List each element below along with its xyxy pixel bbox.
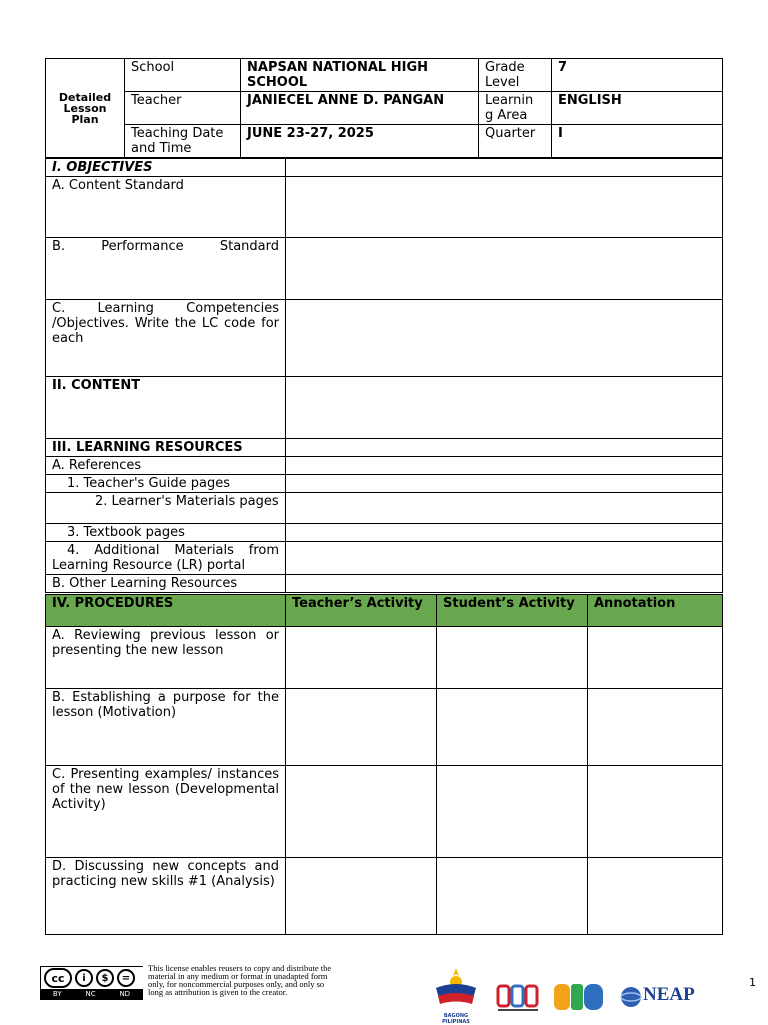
procedure-c-student-cell (437, 766, 588, 858)
teaching-date-label: Teaching Date and Time (125, 125, 241, 158)
noncommercial-icon: $ (96, 969, 114, 987)
textbook-label: 3. Textbook pages (46, 524, 286, 542)
resources-heading: III. LEARNING RESOURCES (46, 439, 286, 457)
procedure-c-annotation-cell (588, 766, 723, 858)
textbook-cell (286, 524, 723, 542)
cc-license-badge (40, 966, 143, 1000)
additional-materials-cell (286, 542, 723, 575)
learning-area-value: ENGLISH (552, 92, 723, 125)
teachers-guide-cell (286, 475, 723, 493)
quarter-label: Quarter (479, 125, 552, 158)
procedure-a-teacher-cell (286, 627, 437, 689)
school-label: School (125, 59, 241, 92)
annotation-header: Annotation (588, 595, 723, 627)
objectives-heading-cell (286, 159, 723, 177)
bagong-pilipinas-emblem-icon (430, 966, 482, 1010)
other-resources-cell (286, 575, 723, 593)
procedures-heading: IV. PROCEDURES (46, 595, 286, 627)
noderivatives-icon: = (117, 969, 135, 987)
references-label: A. References (46, 457, 286, 475)
cc-nc-label: NC (85, 990, 96, 998)
procedures-table (45, 594, 723, 935)
procedure-b-annotation-cell (588, 689, 723, 766)
grade-level-value: 7 (552, 59, 723, 92)
procedure-d-teacher-cell (286, 858, 437, 935)
student-activity-header: Student’s Activity (437, 595, 588, 627)
table-row (46, 689, 723, 766)
table-row (46, 627, 723, 689)
bcd-emblem-icon (496, 980, 542, 1014)
procedure-a-annotation-cell (588, 627, 723, 689)
objectives-heading: I. OBJECTIVES (46, 159, 286, 177)
procedure-b-student-cell (437, 689, 588, 766)
teacher-activity-header: Teacher’s Activity (286, 595, 437, 627)
page-footer (0, 960, 768, 1024)
bagong-pilipinas-logo (430, 966, 482, 1025)
additional-materials-label: 4. Additional Materials from Learning Resource (LR) portal (46, 542, 286, 575)
references-cell (286, 457, 723, 475)
objectives-table (45, 158, 723, 593)
cc-icon: cc (44, 968, 72, 988)
page-number: 1 (749, 976, 756, 989)
neap-logo (620, 984, 712, 1010)
bagong-pilipinas-label: BAGONG PILIPINAS (442, 1013, 470, 1025)
neap-globe-icon (620, 986, 642, 1008)
performance-standard-label: B. Performance Standard (46, 238, 286, 300)
content-standard-label: A. Content Standard (46, 177, 286, 238)
lesson-header-table (45, 58, 723, 158)
learners-materials-cell (286, 493, 723, 524)
procedure-d-label: D. Discussing new concepts and practicing new skills #1 (Analysis) (46, 858, 286, 935)
bcd-logo (496, 980, 542, 1014)
cc-nd-label: ND (119, 990, 131, 998)
school-value: NAPSAN NATIONAL HIGH SCHOOL (241, 59, 479, 92)
procedure-c-teacher-cell (286, 766, 437, 858)
neap-label: NEAP (643, 984, 695, 1005)
quarter-value: I (552, 125, 723, 158)
procedure-b-teacher-cell (286, 689, 437, 766)
procedure-d-student-cell (437, 858, 588, 935)
competencies-cell (286, 300, 723, 377)
learners-materials-label: 2. Learner's Materials pages (46, 493, 286, 524)
bld-logo (553, 982, 605, 1014)
teacher-label: Teacher (125, 92, 241, 125)
procedure-a-label: A. Reviewing previous lesson or presenting the new lesson (46, 627, 286, 689)
teaching-date-value: JUNE 23-27, 2025 (241, 125, 479, 158)
teacher-value: JANIECEL ANNE D. PANGAN (241, 92, 479, 125)
procedure-d-annotation-cell (588, 858, 723, 935)
table-row (46, 858, 723, 935)
dlp-label: Detailed Lesson Plan (46, 59, 125, 158)
content-standard-cell (286, 177, 723, 238)
bld-emblem-icon (553, 982, 605, 1014)
table-row (46, 766, 723, 858)
learning-area-label: Learnin g Area (479, 92, 552, 125)
competencies-label: C. Learning Competencies /Objectives. Write the LC code for each (46, 300, 286, 377)
grade-level-label: Grade Level (479, 59, 552, 92)
cc-by-label: BY (52, 990, 62, 998)
procedure-c-label: C. Presenting examples/ instances of the new lesson (Developmental Activity) (46, 766, 286, 858)
teachers-guide-label: 1. Teacher's Guide pages (46, 475, 286, 493)
attribution-icon: i (75, 969, 93, 987)
performance-standard-cell (286, 238, 723, 300)
other-resources-label: B. Other Learning Resources (46, 575, 286, 593)
content-cell (286, 377, 723, 439)
license-text: This license enables reusers to copy and distribute the material in any medium or format in unadapted form only, for noncommercial purposes only, and only so long as attribution is given to the creator. (148, 963, 332, 997)
resources-heading-cell (286, 439, 723, 457)
procedure-b-label: B. Establishing a purpose for the lesson (Motivation) (46, 689, 286, 766)
procedure-a-student-cell (437, 627, 588, 689)
content-heading: II. CONTENT (46, 377, 286, 439)
